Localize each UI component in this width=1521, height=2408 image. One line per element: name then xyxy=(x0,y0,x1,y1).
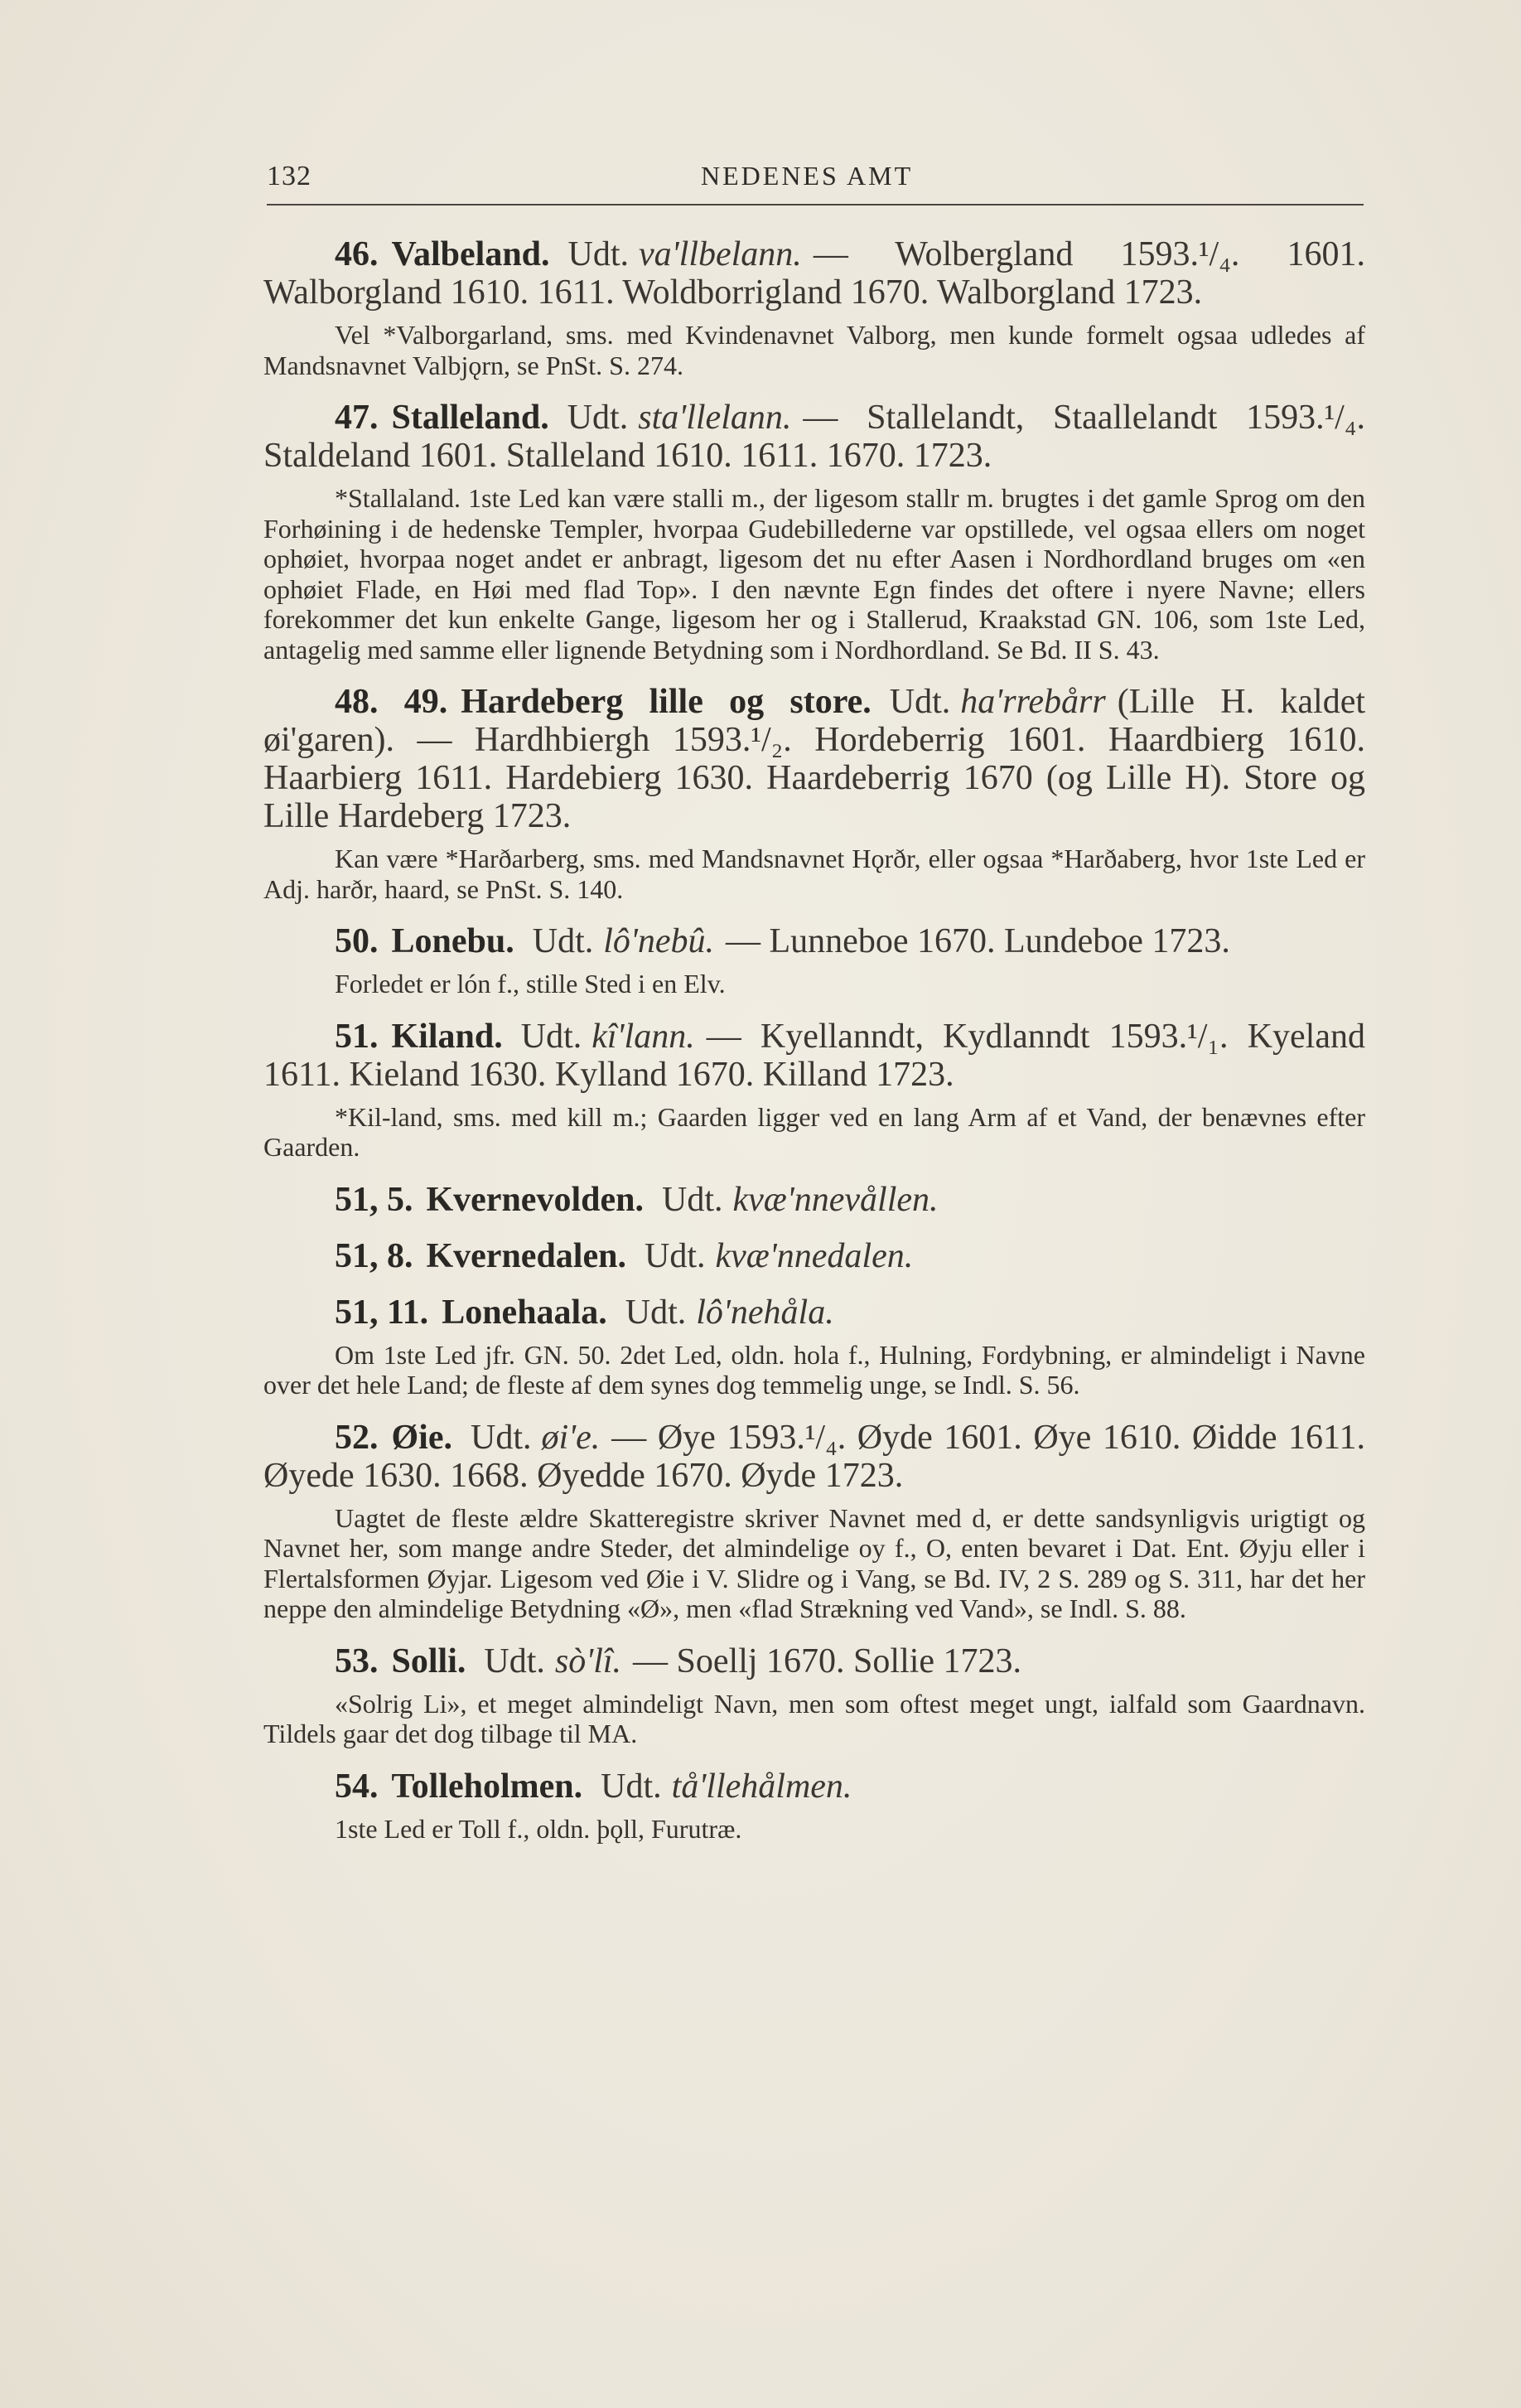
entry-heading xyxy=(263,1767,1365,1806)
running-title: NEDENES AMT xyxy=(701,161,914,191)
entry-number: 51, 11. xyxy=(335,1293,429,1332)
page-number: 132 xyxy=(267,161,311,191)
farm-name: Stalleland. xyxy=(391,399,549,437)
entry-number: 47. xyxy=(335,399,379,437)
page-header xyxy=(267,154,1364,206)
farm-name: Øie. xyxy=(391,1418,452,1457)
pronunciation: sta'llelann. xyxy=(638,399,792,437)
udt-label: Udt. xyxy=(532,922,594,960)
farm-name: Valbeland. xyxy=(391,235,550,273)
historical-forms: — Kyellanndt, Kydlanndt 1593.¹/₁. Kyeland 1611. Kieland 1630. Kylland 1670. Killand 1723. xyxy=(263,1017,1365,1094)
note-text: Forledet er lón f., stille Sted i en Elv. xyxy=(335,969,726,998)
entry-note xyxy=(263,1503,1365,1624)
page-body xyxy=(263,235,1365,1862)
pronunciation: sò'lî. xyxy=(554,1642,622,1680)
entry-number: 54. xyxy=(335,1767,379,1806)
entry-54 xyxy=(263,1767,1365,1845)
udt-label: Udt. xyxy=(567,235,630,273)
pronunciation: kvæ'nnevållen. xyxy=(732,1180,939,1219)
entry-note xyxy=(263,844,1365,904)
pronunciation: øi'e. xyxy=(541,1418,601,1457)
entry-51 xyxy=(263,1018,1365,1163)
udt-label: Udt. xyxy=(567,399,629,437)
entry-note xyxy=(263,320,1365,380)
farm-name: Tolleholmen. xyxy=(391,1767,583,1806)
entry-number: 50. xyxy=(335,922,379,960)
entry-47 xyxy=(263,399,1365,665)
entry-number: 51, 5. xyxy=(335,1180,413,1219)
entry-heading xyxy=(263,1419,1365,1495)
entry-number: 48. 49. xyxy=(335,683,448,721)
note-text: Om 1ste Led jfr. GN. 50. 2det Led, oldn. hola f., Hulning, Fordybning, er almindeligt i Navne over det hele Land; de fleste af dem synes dog temmelig unge, se Indl. S. 56. xyxy=(263,1339,1365,1400)
entry-number: 51. xyxy=(335,1017,379,1056)
entry-heading xyxy=(263,1642,1365,1680)
note-text: Kan være *Harðarberg, sms. med Mandsnavnet Hǫrðr, eller ogsaa *Harðaberg, hvor 1ste Led er Adj. harðr, haard, se PnSt. S. 140. xyxy=(263,844,1365,904)
entry-51-8 xyxy=(263,1237,1365,1275)
farm-name: Hardeberg lille og store. xyxy=(461,683,872,721)
entry-number: 51, 8. xyxy=(335,1236,413,1275)
pronunciation: kvæ'nnedalen. xyxy=(715,1236,914,1275)
entry-48-49 xyxy=(263,683,1365,904)
note-text: Vel *Valborgarland, sms. med Kvindenavnet Valborg, men kunde formelt ogsaa udledes af Mandsnavnet Valbjǫrn, se PnSt. S. 274. xyxy=(263,320,1365,380)
entry-50 xyxy=(263,922,1365,999)
note-text: Uagtet de fleste ældre Skatteregistre skriver Navnet med d, er dette sandsynligvis urigtigt og Navnet her, som mange andre Steder, det almindelige oy f., O, enten bevaret i Dat. Ent. Øyju eller i Flertalsformen Øyjar. Ligesom ved Øie i V. Slidre og i Vang, se Bd. IV, 2 S. 289 og S. 311, har det her neppe den almindelige Betydning «Ø», men «flad Strækning ved Vand», se Indl. S. 88. xyxy=(263,1502,1365,1623)
historical-forms: — Soellj 1670. Sollie 1723. xyxy=(633,1642,1022,1680)
farm-name: Kvernevolden. xyxy=(426,1180,644,1219)
pronunciation: kî'lann. xyxy=(592,1017,695,1056)
entry-46 xyxy=(263,235,1365,380)
farm-name: Kiland. xyxy=(391,1017,503,1056)
historical-forms: — Wolbergland 1593.¹/₄. 1601. Walborgland 1610. 1611. Woldborrigland 1670. Walborgland 1723. xyxy=(263,235,1365,312)
entry-heading xyxy=(263,683,1365,835)
udt-label: Udt. xyxy=(889,683,951,721)
pronunciation: va'llbelann. xyxy=(639,235,802,273)
pronunciation: lô'nehåla. xyxy=(696,1293,834,1332)
farm-name: Lonehaala. xyxy=(442,1293,607,1332)
entry-heading xyxy=(263,922,1365,960)
farm-name: Solli. xyxy=(391,1642,466,1680)
entry-heading xyxy=(263,399,1365,475)
note-text: *Kil-land, sms. med kill m.; Gaarden ligger ved en lang Arm af et Vand, der benævnes efter Gaarden. xyxy=(263,1101,1365,1162)
pronunciation: ha'rrebårr xyxy=(960,683,1106,721)
udt-label: Udt. xyxy=(484,1642,545,1680)
udt-label: Udt. xyxy=(601,1767,662,1806)
entry-note xyxy=(263,1814,1365,1845)
entry-number: 46. xyxy=(335,235,379,273)
entry-53 xyxy=(263,1642,1365,1749)
udt-label: Udt. xyxy=(470,1418,532,1457)
historical-forms: — Øye 1593.¹/₄. Øyde 1601. Øye 1610. Øidde 1611. Øyede 1630. 1668. Øyedde 1670. Øyde 1723. xyxy=(263,1418,1365,1495)
note-text: *Stallaland. 1ste Led kan være stalli m., der ligesom stallr m. brugtes i det gamle Sprog om den Forhøining i de hedenske Templer, hvorpaa Gudebillederne var opstillede, vel ogsaa ellers om noget ophøiet, hvorpaa noget andet er anbragt, ligesom det nu efter Aasen i Nordhordland bruges om «en ophøiet Flade, en Høi med flad Top». I den nævnte Egn findes det oftere i nyere Navne; ellers forekommer det kun enkelte Gange, ligesom her og i Stallerud, Kraakstad GN. 106, som 1ste Led, antagelig med samme eller lignende Betydning som i Nordhordland. Se Bd. II S. 43. xyxy=(263,483,1365,665)
pronunciation: tå'llehålmen. xyxy=(671,1767,852,1806)
farm-name: Lonebu. xyxy=(391,922,514,960)
udt-label: Udt. xyxy=(644,1236,706,1275)
note-text: 1ste Led er Toll f., oldn. þǫll, Furutræ. xyxy=(335,1813,742,1844)
entry-number: 53. xyxy=(335,1642,379,1680)
note-text: «Solrig Li», et meget almindeligt Navn, men som oftest meget ungt, ialfald som Gaardnavn. Tildels gaar det dog tilbage til MA. xyxy=(263,1688,1365,1748)
entry-note xyxy=(263,969,1365,999)
entry-heading xyxy=(263,1018,1365,1094)
entry-note xyxy=(263,1340,1365,1400)
historical-forms: (Lille H. kaldet øi'garen). — Hardhbiergh 1593.¹/₂. Hordeberrig 1601. Haardbierg 1610. Haarbierg 1611. Hardebierg 1630. Haardeberrig 1670 (og Lille H). Store og Lille Hardeberg 1723. xyxy=(263,683,1366,835)
udt-label: Udt. xyxy=(520,1017,582,1056)
historical-forms: — Lunneboe 1670. Lundeboe 1723. xyxy=(726,922,1230,960)
entry-note xyxy=(263,1689,1365,1749)
pronunciation: lô'nebû. xyxy=(603,922,715,960)
entry-51-5 xyxy=(263,1181,1365,1219)
udt-label: Udt. xyxy=(625,1293,687,1332)
farm-name: Kvernedalen. xyxy=(426,1236,626,1275)
historical-forms: — Stallelandt, Staallelandt 1593.¹/₄. Staldeland 1601. Stalleland 1610. 1611. 1670. 1723. xyxy=(263,399,1365,475)
entry-heading xyxy=(263,1293,1365,1332)
entry-number: 52. xyxy=(335,1418,379,1457)
entry-heading xyxy=(263,235,1365,312)
entry-51-11 xyxy=(263,1293,1365,1400)
udt-label: Udt. xyxy=(661,1180,723,1219)
entry-heading xyxy=(263,1181,1365,1219)
entry-52 xyxy=(263,1419,1365,1624)
entry-note xyxy=(263,1102,1365,1163)
entry-note xyxy=(263,483,1365,665)
entry-heading xyxy=(263,1237,1365,1275)
